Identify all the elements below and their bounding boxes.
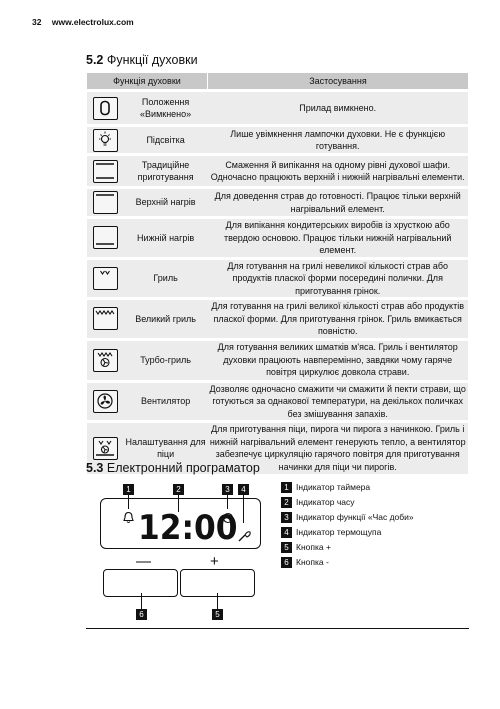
plus-sign: + bbox=[210, 553, 219, 570]
function-desc: Для готування великих шматків м'яса. Гриль і вентилятор духовки працюють навперемінно, завдяки чому гаряче повітря циркулює довкола страви. bbox=[207, 339, 468, 381]
page-header bbox=[32, 17, 134, 27]
function-name: Підсвітка bbox=[124, 126, 208, 155]
function-desc: Дозволяє одночасно смажити чи смажити й пекти страви, що готуються за однакової температури, на декількох поличках без змішування запахів. bbox=[207, 381, 468, 422]
function-name: Вентилятор bbox=[124, 381, 208, 422]
function-desc: Прилад вимкнено. bbox=[207, 91, 468, 126]
leader-line bbox=[217, 593, 218, 609]
callout-6: 6 bbox=[136, 609, 147, 620]
table-row bbox=[87, 299, 468, 340]
function-name: Положення «Вимкнено» bbox=[124, 91, 208, 126]
time-readout: 12:00 bbox=[138, 508, 238, 548]
function-desc: Для випікання кондитерських виробів із хрусткою або твердою основою. Працює тільки нижній нагрівальний елемент. bbox=[207, 218, 468, 259]
callout-2: 2 bbox=[173, 484, 184, 495]
pizza-icon bbox=[93, 437, 118, 460]
fan-icon bbox=[93, 390, 118, 413]
meat-probe-icon bbox=[238, 530, 252, 542]
function-name: Верхній нагрів bbox=[124, 188, 208, 218]
legend-item: 1 Індикатор таймера bbox=[281, 482, 370, 493]
callout-3: 3 bbox=[222, 484, 233, 495]
legend-item: 5 Кнопка + bbox=[281, 542, 331, 553]
legend-item: 3 Індикатор функції «Час доби» bbox=[281, 512, 414, 523]
function-desc: Смаження й випікання на одному рівні духової шафи. Одночасно працюють верхній і нижній нагрівальні елементи. bbox=[207, 155, 468, 188]
legend-item: 4 Індикатор термощупа bbox=[281, 527, 381, 538]
legend-item: 6 Кнопка - bbox=[281, 557, 329, 568]
section-number: 5.2 bbox=[86, 53, 104, 67]
callout-1: 1 bbox=[123, 484, 134, 495]
section-title: Електронний програматор bbox=[106, 461, 260, 475]
callout-4: 4 bbox=[238, 484, 249, 495]
top-heat-icon bbox=[93, 191, 118, 214]
clock-icon bbox=[222, 512, 234, 524]
leader-line bbox=[141, 593, 142, 609]
function-name: Гриль bbox=[124, 258, 208, 299]
function-name: Налаштування для піци bbox=[124, 422, 208, 474]
bottom-heat-icon bbox=[93, 226, 118, 249]
grill-icon bbox=[93, 267, 118, 290]
table-row bbox=[87, 218, 468, 259]
function-name: Традиційне приготування bbox=[124, 155, 208, 188]
large-grill-icon bbox=[93, 307, 118, 330]
callout-5: 5 bbox=[212, 609, 223, 620]
site-url[interactable]: www.electrolux.com bbox=[51, 17, 134, 27]
oven-functions-table bbox=[87, 73, 468, 474]
lamp-icon bbox=[93, 129, 118, 152]
table-row bbox=[87, 381, 468, 422]
table-row bbox=[87, 155, 468, 188]
table-row bbox=[87, 188, 468, 218]
function-name: Великий гриль bbox=[124, 299, 208, 340]
off-icon bbox=[93, 97, 118, 120]
section-heading-programmer bbox=[86, 461, 260, 475]
section-number: 5.3 bbox=[86, 461, 104, 475]
function-desc: Для приготування піци, пирога чи пирога з начинкою. Гриль і нижній нагрівальний елемент генерують тепло, а вентилятор забезпечує циркуляцію гарячого повітря для приготування начинки для піци чи пирогів. bbox=[207, 422, 468, 474]
col-header-function: Функція духовки bbox=[87, 73, 207, 91]
legend-item: 2 Індикатор часу bbox=[281, 497, 354, 508]
function-name: Нижній нагрів bbox=[124, 218, 208, 259]
table-row bbox=[87, 339, 468, 381]
top-bottom-heat-icon bbox=[93, 160, 118, 183]
function-desc: Для доведення страв до готовності. Працює тільки верхній нагрівальний елемент. bbox=[207, 188, 468, 218]
bell-icon bbox=[122, 511, 135, 524]
col-header-usage: Застосування bbox=[207, 73, 468, 91]
section-divider bbox=[86, 628, 469, 629]
table-row bbox=[87, 126, 468, 155]
section-heading-functions bbox=[86, 53, 198, 67]
turbo-grill-icon bbox=[93, 349, 118, 372]
function-desc: Для готування на грилі великої кількості страв або продуктів пласкої форми. Для приготування грінок. Гриль вмикається повністю. bbox=[207, 299, 468, 340]
table-row bbox=[87, 258, 468, 299]
page-number: 32 bbox=[32, 17, 42, 27]
minus-sign: — bbox=[136, 553, 151, 570]
function-name: Турбо-гриль bbox=[124, 339, 208, 381]
function-desc: Для готування на грилі невеликої кількості страв або продуктів пласкої форми посередині полички. Для приготування грінок. bbox=[207, 258, 468, 299]
function-desc: Лише увімкнення лампочки духовки. Не є функцією готування. bbox=[207, 126, 468, 155]
section-title: Функції духовки bbox=[106, 53, 198, 67]
table-row bbox=[87, 91, 468, 126]
